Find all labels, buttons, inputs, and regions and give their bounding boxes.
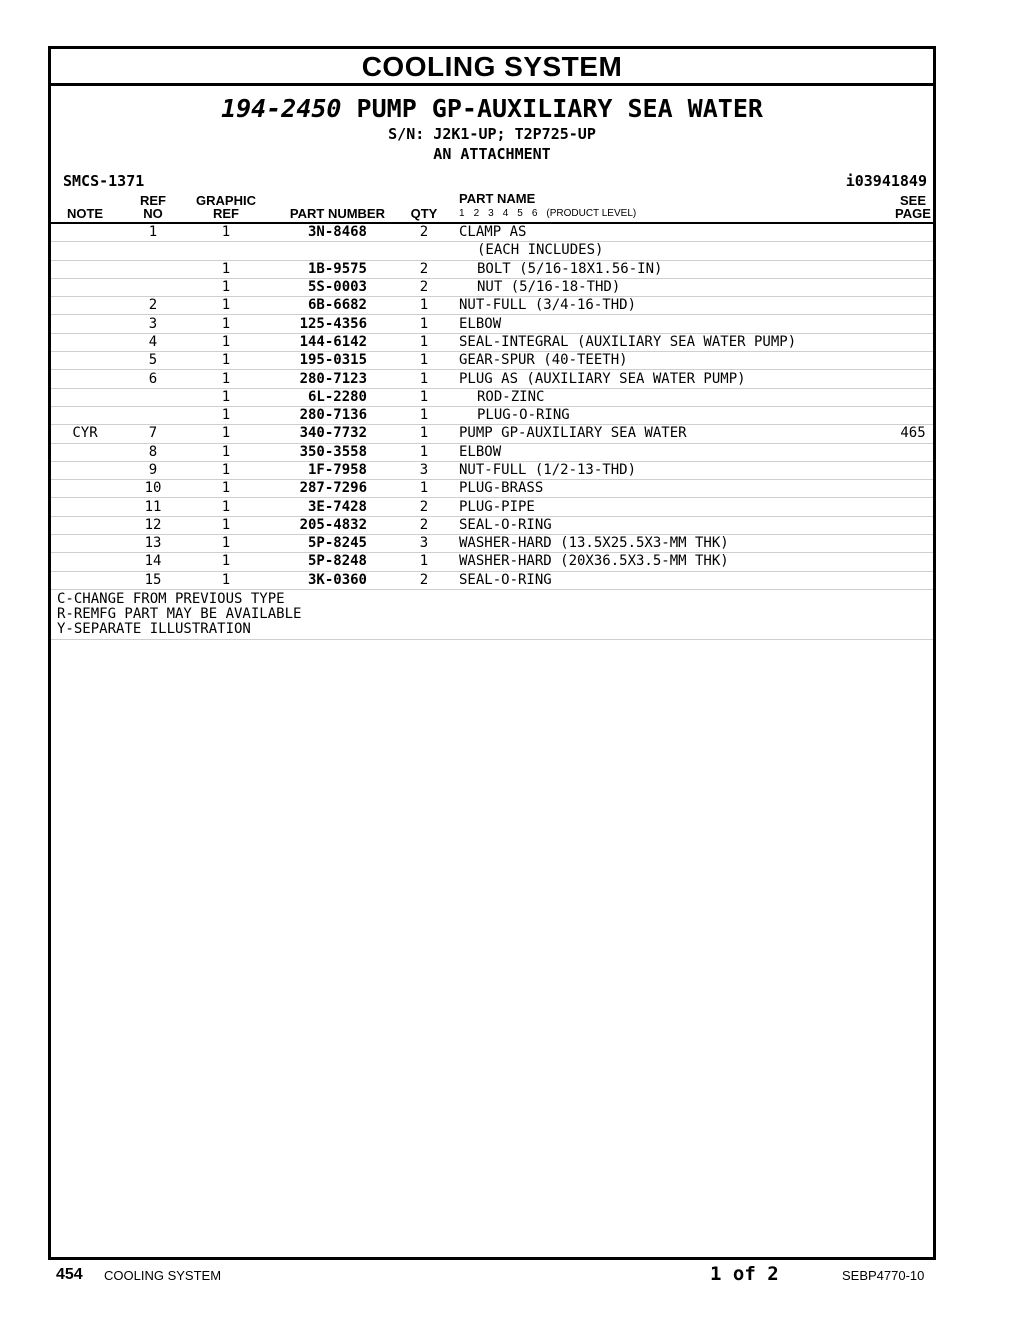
part-name — [455, 406, 893, 424]
part-see-page — [893, 352, 933, 370]
legend — [51, 590, 933, 640]
part-graphic-ref: 1 — [187, 223, 265, 242]
part-name — [455, 242, 893, 260]
col-qty: QTY — [393, 192, 455, 223]
part-graphic-ref: 1 — [187, 425, 265, 443]
smcs-code: SMCS-1371 — [63, 172, 145, 190]
col-note: NOTE — [51, 192, 119, 223]
part-number: 144-6142 — [265, 333, 393, 351]
part-number: 350-3558 — [265, 443, 393, 461]
part-graphic-ref: 1 — [187, 406, 265, 424]
table-row — [51, 352, 933, 370]
part-graphic-ref: 1 — [187, 260, 265, 278]
table-row — [51, 535, 933, 553]
part-see-page — [893, 260, 933, 278]
part-ref-no: 13 — [119, 535, 187, 553]
part-qty: 1 — [393, 443, 455, 461]
part-see-page — [893, 535, 933, 553]
part-ref-no: 12 — [119, 516, 187, 534]
table-row — [51, 333, 933, 351]
col-graphic-ref: GRAPHIC REF — [187, 192, 265, 223]
part-number: 125-4356 — [265, 315, 393, 333]
part-qty: 1 — [393, 553, 455, 571]
table-row — [51, 278, 933, 296]
part-ref-no: 8 — [119, 443, 187, 461]
footer-section: COOLING SYSTEM — [104, 1268, 222, 1283]
part-number: 205-4832 — [265, 516, 393, 534]
part-note — [51, 516, 119, 534]
part-name: PLUG-PIPE — [455, 498, 893, 516]
part-name: PLUG-BRASS — [455, 480, 893, 498]
page-of: 1 of 2 — [710, 1263, 779, 1285]
part-note: CYR — [51, 425, 119, 443]
part-note — [51, 315, 119, 333]
parts-table — [51, 192, 933, 590]
part-note — [51, 333, 119, 351]
part-graphic-ref: 1 — [187, 498, 265, 516]
part-ref-no: 10 — [119, 480, 187, 498]
part-number: 5P-8245 — [265, 535, 393, 553]
legend-item: R-REMFG PART MAY BE AVAILABLE — [57, 605, 302, 622]
part-qty: 2 — [393, 278, 455, 296]
part-qty: 1 — [393, 406, 455, 424]
legend-item: C-CHANGE FROM PREVIOUS TYPE — [57, 590, 285, 607]
part-graphic-ref: 1 — [187, 370, 265, 388]
part-see-page — [893, 443, 933, 461]
part-note — [51, 223, 119, 242]
part-graphic-ref: 1 — [187, 535, 265, 553]
col-see-page: SEE PAGE — [893, 192, 933, 223]
part-name-text: NUT (5/16-18-THD) — [477, 279, 621, 296]
part-note — [51, 535, 119, 553]
part-qty: 1 — [393, 480, 455, 498]
part-see-page — [893, 498, 933, 516]
serial-numbers: S/N: J2K1-UP; T2P725-UP — [388, 125, 596, 143]
table-row — [51, 260, 933, 278]
part-note — [51, 443, 119, 461]
table-row — [51, 516, 933, 534]
table-row — [51, 461, 933, 479]
part-note — [51, 297, 119, 315]
part-see-page — [893, 223, 933, 242]
part-qty: 1 — [393, 333, 455, 351]
part-see-page — [893, 406, 933, 424]
table-row — [51, 480, 933, 498]
part-graphic-ref — [187, 242, 265, 260]
part-note — [51, 571, 119, 589]
part-qty: 1 — [393, 352, 455, 370]
part-qty: 2 — [393, 516, 455, 534]
part-graphic-ref: 1 — [187, 571, 265, 589]
part-see-page — [893, 571, 933, 589]
part-qty: 1 — [393, 388, 455, 406]
part-see-page — [893, 242, 933, 260]
part-name: ELBOW — [455, 443, 893, 461]
part-name: WASHER-HARD (20X36.5X3.5-MM THK) — [455, 553, 893, 571]
part-ref-no: 11 — [119, 498, 187, 516]
table-row — [51, 425, 933, 443]
group-part-number: 194-2450 — [221, 94, 342, 123]
part-number: 1B-9575 — [265, 260, 393, 278]
table-row — [51, 315, 933, 333]
part-qty — [393, 242, 455, 260]
part-name-text: ROD-ZINC — [477, 388, 545, 405]
part-number: 280-7123 — [265, 370, 393, 388]
part-note — [51, 242, 119, 260]
part-ref-no — [119, 242, 187, 260]
part-graphic-ref: 1 — [187, 352, 265, 370]
attachment-label: AN ATTACHMENT — [433, 145, 551, 163]
part-ref-no: 3 — [119, 315, 187, 333]
part-ref-no: 7 — [119, 425, 187, 443]
part-name-text: (EACH INCLUDES) — [477, 242, 604, 259]
part-ref-no: 14 — [119, 553, 187, 571]
part-name: PLUG AS (AUXILIARY SEA WATER PUMP) — [455, 370, 893, 388]
product-levels: 1 2 3 4 5 6 (PRODUCT LEVEL) — [459, 208, 637, 219]
col-part-name: PART NAME 1 2 3 4 5 6 (PRODUCT LEVEL) — [455, 192, 893, 223]
part-note — [51, 553, 119, 571]
illustration-id: i03941849 — [845, 172, 927, 190]
legend-item: Y-SEPARATE ILLUSTRATION — [57, 620, 251, 637]
part-graphic-ref: 1 — [187, 461, 265, 479]
part-ref-no — [119, 406, 187, 424]
part-graphic-ref: 1 — [187, 315, 265, 333]
part-number: 1F-7958 — [265, 461, 393, 479]
part-number: 280-7136 — [265, 406, 393, 424]
part-name: SEAL-O-RING — [455, 571, 893, 589]
part-number: 5P-8248 — [265, 553, 393, 571]
part-graphic-ref: 1 — [187, 443, 265, 461]
part-note — [51, 370, 119, 388]
part-name: NUT-FULL (1/2-13-THD) — [455, 461, 893, 479]
part-name: PUMP GP-AUXILIARY SEA WATER — [455, 425, 893, 443]
part-note — [51, 260, 119, 278]
part-see-page — [893, 516, 933, 534]
page-title: COOLING SYSTEM — [51, 49, 933, 86]
part-graphic-ref: 1 — [187, 333, 265, 351]
page-frame — [48, 46, 936, 1260]
group-heading — [51, 94, 933, 124]
part-name-text: PLUG-O-RING — [477, 407, 570, 424]
part-see-page — [893, 315, 933, 333]
part-graphic-ref: 1 — [187, 388, 265, 406]
part-qty: 1 — [393, 370, 455, 388]
part-ref-no: 9 — [119, 461, 187, 479]
part-graphic-ref: 1 — [187, 278, 265, 296]
part-number: 3K-0360 — [265, 571, 393, 589]
part-name: CLAMP AS — [455, 223, 893, 242]
reference-line — [51, 170, 933, 192]
part-number: 6L-2280 — [265, 388, 393, 406]
part-number: 5S-0003 — [265, 278, 393, 296]
part-see-page — [893, 553, 933, 571]
part-note — [51, 278, 119, 296]
table-row — [51, 223, 933, 242]
part-name: WASHER-HARD (13.5X25.5X3-MM THK) — [455, 535, 893, 553]
part-ref-no: 6 — [119, 370, 187, 388]
table-row — [51, 498, 933, 516]
part-graphic-ref: 1 — [187, 516, 265, 534]
part-name — [455, 278, 893, 296]
part-name — [455, 260, 893, 278]
part-name: GEAR-SPUR (40-TEETH) — [455, 352, 893, 370]
part-number: 3N-8468 — [265, 223, 393, 242]
part-name: NUT-FULL (3/4-16-THD) — [455, 297, 893, 315]
table-row — [51, 242, 933, 260]
part-note — [51, 480, 119, 498]
page-number: 454 — [56, 1266, 83, 1283]
part-qty: 1 — [393, 315, 455, 333]
part-qty: 3 — [393, 535, 455, 553]
part-note — [51, 461, 119, 479]
group-name: PUMP GP-AUXILIARY SEA WATER — [356, 94, 763, 123]
document-id: SEBP4770-10 — [842, 1268, 925, 1283]
part-ref-no — [119, 260, 187, 278]
part-note — [51, 498, 119, 516]
part-see-page — [893, 388, 933, 406]
part-qty: 2 — [393, 498, 455, 516]
part-graphic-ref: 1 — [187, 553, 265, 571]
part-name: ELBOW — [455, 315, 893, 333]
part-ref-no — [119, 388, 187, 406]
part-qty: 1 — [393, 425, 455, 443]
part-graphic-ref: 1 — [187, 480, 265, 498]
part-see-page — [893, 333, 933, 351]
part-see-page: 465 — [893, 425, 933, 443]
part-see-page — [893, 370, 933, 388]
part-ref-no — [119, 278, 187, 296]
part-ref-no: 15 — [119, 571, 187, 589]
table-row — [51, 388, 933, 406]
part-ref-no: 2 — [119, 297, 187, 315]
table-row — [51, 553, 933, 571]
table-row — [51, 443, 933, 461]
part-ref-no: 5 — [119, 352, 187, 370]
table-row — [51, 406, 933, 424]
part-number — [265, 242, 393, 260]
table-header-row — [51, 192, 933, 223]
part-name: SEAL-INTEGRAL (AUXILIARY SEA WATER PUMP) — [455, 333, 893, 351]
part-see-page — [893, 297, 933, 315]
part-number: 287-7296 — [265, 480, 393, 498]
part-see-page — [893, 461, 933, 479]
table-row — [51, 571, 933, 589]
part-number: 3E-7428 — [265, 498, 393, 516]
table-row — [51, 297, 933, 315]
part-see-page — [893, 278, 933, 296]
part-graphic-ref: 1 — [187, 297, 265, 315]
part-qty: 2 — [393, 223, 455, 242]
col-part-number: PART NUMBER — [265, 192, 393, 223]
part-see-page — [893, 480, 933, 498]
part-number: 195-0315 — [265, 352, 393, 370]
col-ref-no: REF NO — [119, 192, 187, 223]
part-qty: 2 — [393, 260, 455, 278]
part-number: 340-7732 — [265, 425, 393, 443]
part-name-text: BOLT (5/16-18X1.56-IN) — [477, 260, 663, 277]
part-number: 6B-6682 — [265, 297, 393, 315]
part-note — [51, 388, 119, 406]
part-ref-no: 1 — [119, 223, 187, 242]
page-footer — [0, 1262, 1020, 1292]
part-name — [455, 388, 893, 406]
part-qty: 3 — [393, 461, 455, 479]
part-name: SEAL-O-RING — [455, 516, 893, 534]
part-qty: 2 — [393, 571, 455, 589]
table-row — [51, 370, 933, 388]
part-qty: 1 — [393, 297, 455, 315]
part-ref-no: 4 — [119, 333, 187, 351]
part-note — [51, 406, 119, 424]
part-note — [51, 352, 119, 370]
